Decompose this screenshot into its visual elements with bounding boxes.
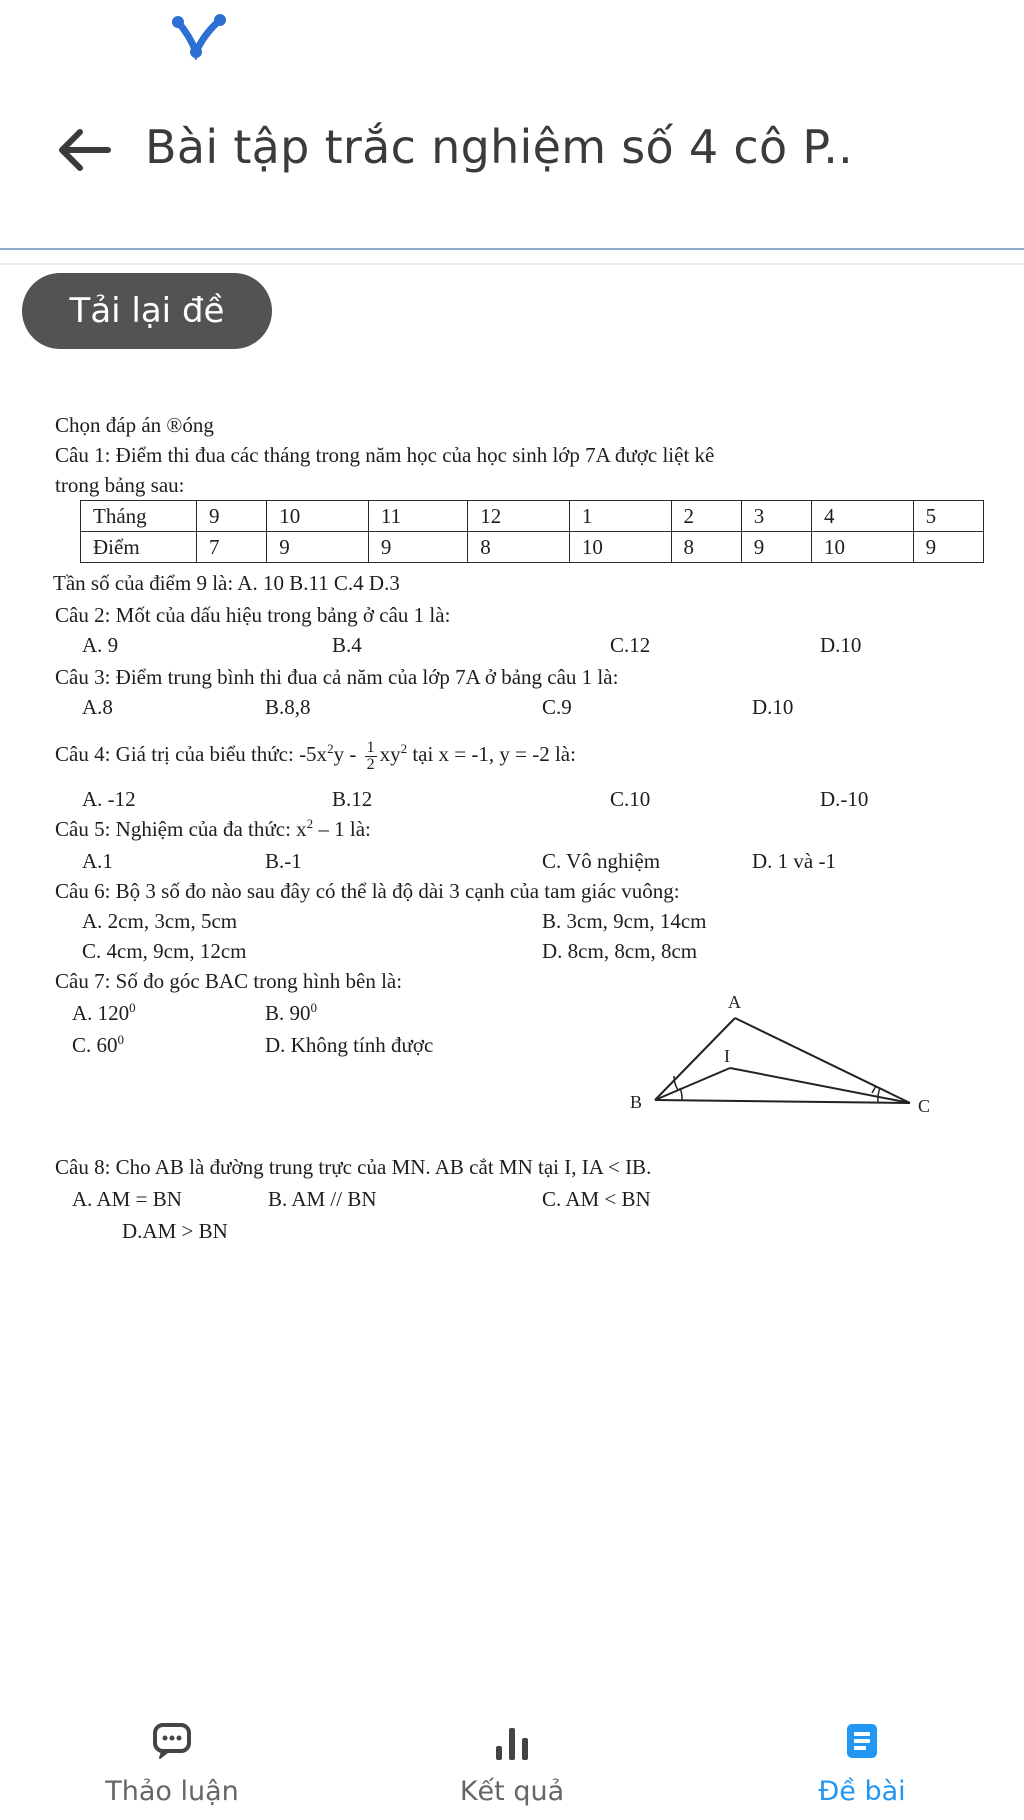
table-cell: 9 — [267, 532, 369, 563]
table-cell: 7 — [197, 532, 267, 563]
table-cell: 3 — [741, 501, 811, 532]
question-5-option-c: C. Vô nghiệm — [542, 849, 661, 873]
q4-prefix: Câu 4: Giá trị của biểu thức: -5x — [55, 742, 328, 766]
question-8-option-a: A. AM = BN — [72, 1187, 182, 1211]
table-cell: 4 — [812, 501, 914, 532]
question-6-text: Câu 6: Bộ 3 số đo nào sau đây có thể là độ dài 3 cạnh của tam giác vuông: — [55, 879, 680, 903]
table-cell: Điểm — [81, 532, 197, 563]
segment-ab — [655, 1018, 735, 1100]
table-cell: 11 — [368, 501, 467, 532]
question-3-option-c: C.9 — [542, 695, 572, 719]
triangle-figure — [610, 988, 950, 1118]
table-cell: 1 — [569, 501, 671, 532]
segment-bc — [655, 1100, 910, 1103]
q4-exponent-2: 2 — [400, 741, 408, 756]
table-cell: 9 — [741, 532, 811, 563]
bottom-navigation — [0, 1700, 1024, 1820]
arrow-left-icon — [50, 122, 116, 178]
table-cell: 8 — [468, 532, 570, 563]
question-2-option-c: C.12 — [610, 633, 651, 657]
question-1-line-1: Câu 1: Điểm thi đua các tháng trong năm học của học sinh lớp 7A được liệt kê — [55, 443, 715, 467]
question-5-text — [55, 814, 371, 844]
question-2-option-b: B.4 — [332, 633, 362, 657]
q7-c-text: C. 60 — [72, 1033, 118, 1057]
question-2-option-a: A. 9 — [82, 633, 119, 657]
q4-fraction — [365, 740, 377, 773]
q7-b-text: B. 90 — [265, 1001, 311, 1025]
question-6-option-a: A. 2cm, 3cm, 5cm — [82, 909, 238, 933]
question-7-option-d: D. Không tính được — [265, 1033, 434, 1057]
question-3-text: Câu 3: Điểm trung bình thi đua cả năm của lớp 7A ở bảng câu 1 là: — [55, 665, 619, 689]
question-6-option-b: B. 3cm, 9cm, 14cm — [542, 909, 707, 933]
q7-c-degree: 0 — [117, 1032, 125, 1047]
q4-xy: xy — [379, 742, 401, 766]
tab-exam-label: Đề bài — [818, 1776, 906, 1807]
question-7-option-a — [72, 998, 136, 1028]
table-cell: 12 — [468, 501, 570, 532]
header-divider — [0, 248, 1024, 250]
angle-arc-c-2 — [872, 1086, 876, 1093]
angle-arc-b-2 — [680, 1088, 682, 1100]
question-7-option-c — [72, 1030, 124, 1060]
table-cell: 2 — [671, 501, 741, 532]
label-i: I — [724, 1046, 730, 1066]
q5-prefix: Câu 5: Nghiệm của đa thức: x — [55, 817, 307, 841]
chat-icon — [152, 1722, 192, 1760]
question-3-option-b: B.8,8 — [265, 695, 311, 719]
q5-suffix: – 1 là: — [313, 817, 371, 841]
question-8-text: Câu 8: Cho AB là đường trung trực của MN. AB cắt MN tại I, IA < IB. — [55, 1155, 652, 1179]
table-cell: 9 — [368, 532, 467, 563]
question-2-text: Câu 2: Mốt của dấu hiệu trong bảng ở câu 1 là: — [55, 603, 451, 627]
tab-results[interactable] — [392, 1700, 632, 1820]
question-4-option-c: C.10 — [610, 787, 651, 811]
question-3-option-d: D.10 — [752, 695, 794, 719]
table-cell: 9 — [913, 532, 983, 563]
app-logo-icon — [168, 10, 230, 60]
q5-exponent: 2 — [306, 816, 314, 831]
header-divider-secondary — [0, 263, 1024, 265]
question-5-option-d: D. 1 và -1 — [752, 849, 836, 873]
q4-mid: y - — [333, 742, 362, 766]
q7-b-degree: 0 — [310, 1000, 318, 1015]
table-cell: 10 — [267, 501, 369, 532]
question-7-text: Câu 7: Số đo góc BAC trong hình bên là: — [55, 969, 403, 993]
tab-discussion-label: Thảo luận — [105, 1776, 239, 1807]
question-4-option-b: B.12 — [332, 787, 373, 811]
table-cell: 10 — [569, 532, 671, 563]
table-cell: Tháng — [81, 501, 197, 532]
question-2-option-d: D.10 — [820, 633, 862, 657]
question-8-option-c: C. AM < BN — [542, 1187, 651, 1211]
q4-suffix: tại x = -1, y = -2 là: — [407, 742, 576, 766]
question-7-option-b — [265, 998, 317, 1028]
angle-arc-c — [878, 1088, 880, 1102]
q7-a-text: A. 120 — [72, 1001, 130, 1025]
question-4-text — [55, 734, 576, 774]
app-header — [0, 100, 1024, 200]
page-title: Bài tập trắc nghiệm số 4 cô P.. — [145, 120, 854, 174]
question-5-option-b: B.-1 — [265, 849, 302, 873]
table-row — [81, 501, 984, 532]
bar-chart-icon — [490, 1722, 534, 1762]
q4-fraction-denominator: 2 — [366, 755, 375, 773]
table-row — [81, 532, 984, 563]
question-6-option-c: C. 4cm, 9cm, 12cm — [82, 939, 247, 963]
tab-exam[interactable] — [742, 1700, 982, 1820]
question-4-option-d: D.-10 — [820, 787, 869, 811]
table-cell: 8 — [671, 532, 741, 563]
question-6-option-d: D. 8cm, 8cm, 8cm — [542, 939, 698, 963]
q4-exponent: 2 — [327, 741, 334, 756]
q7-a-degree: 0 — [129, 1000, 136, 1015]
label-b: B — [630, 1092, 643, 1112]
table-cell: 9 — [197, 501, 267, 532]
q4-fraction-numerator: 1 — [366, 738, 375, 756]
segment-ac — [735, 1018, 910, 1103]
back-button[interactable] — [50, 122, 116, 178]
document-icon — [845, 1722, 879, 1760]
tab-results-label: Kết quả — [459, 1776, 565, 1807]
question-1-line-2: trong bảng sau: — [55, 473, 185, 497]
label-c: C — [918, 1096, 931, 1116]
question-8-option-d: D.AM > BN — [122, 1219, 228, 1243]
question-8-option-b: B. AM // BN — [268, 1187, 377, 1211]
score-table — [80, 500, 984, 563]
tab-discussion[interactable] — [52, 1700, 292, 1820]
reload-exam-button[interactable]: Tải lại đề — [22, 273, 272, 349]
label-a: A — [728, 992, 741, 1012]
instruction-text: Chọn đáp án ®óng — [55, 413, 214, 437]
question-1-answers: Tần số của điểm 9 là: A. 10 B.11 C.4 D.3 — [53, 571, 400, 595]
question-3-option-a: A.8 — [82, 695, 113, 719]
question-4-option-a: A. -12 — [82, 787, 136, 811]
question-5-option-a: A.1 — [82, 849, 113, 873]
table-cell: 5 — [913, 501, 983, 532]
segment-bi — [655, 1068, 730, 1100]
table-cell: 10 — [812, 532, 914, 563]
segment-ic — [730, 1068, 910, 1103]
